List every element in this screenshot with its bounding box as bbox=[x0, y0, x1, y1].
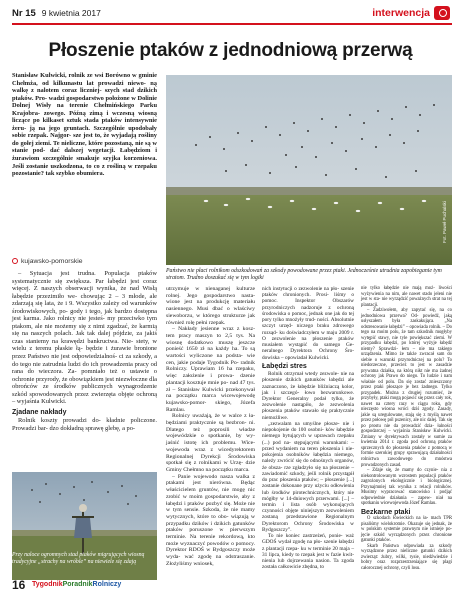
paragraph: Rolnik otrzymał wtedy zezwole- nie na płoszenie dzikich gatunków łabędzi ale zaznaczono, że łabędzie bliźniaczą kolor, jak i szczegó- łowo bezwarunkowe. Dyrektor Generalny podał tylko, że zezwolenie nastąpiło, że zezwolenia płoszenia ptaków stawało się praktycznie niemożliwe. bbox=[262, 371, 354, 421]
paragraph: To nie koniec zastrzeżeń, ponie- waż GDOŚ wydał zgodę na pło- szenie łabędzi z plantacji rzepa- ku w terminie 20 maja – 31 lipca, kiedy to rzepak jest w fazie kwit- nienia lub dojrzewania nasion. Ta zgoda została całkowicie zbędna, to bbox=[262, 533, 354, 571]
paragraph: Skarb Państwa odpowiada za szkody wyrządzone przez nieliczne gatunki dzikich zwierząt: żubry, wilki, rysie, niedźwiedzie i bobry oraz rozprzestrzeniające się plagi całorocznej ochrony, czyli losu. bbox=[361, 543, 452, 571]
header-rule bbox=[12, 23, 452, 25]
page-header bbox=[12, 6, 452, 22]
publication-name: TygodnikPoradnikRolniczy bbox=[32, 581, 122, 588]
paragraph: Rolnik koszty prowadzi do- kładnie policzone. Prowadzi bar- dzo dokładną sprawę glebę, a po- bbox=[12, 417, 157, 432]
column-1 bbox=[12, 72, 157, 178]
section-label: interwencja bbox=[372, 7, 430, 19]
column-3 bbox=[262, 286, 354, 571]
region-tag: kujawsko-pomorskie bbox=[12, 258, 157, 265]
paragraph: nie tylko łabędzie nie mają moż- liwości wyżywienia na nim, ale nawet stado jeleni nie jest w sta- nie wyrządzić poważnych strat na tej plantacji. bbox=[361, 286, 452, 308]
column-2 bbox=[166, 286, 255, 568]
bird-flock-photo-image bbox=[166, 75, 452, 265]
scarecrow-photo-caption: Przy naloce ogromnych stad ptaków migrujących wiosną tradycyjne „strachy na wróble” na niewiele się zdają bbox=[12, 552, 145, 565]
page-footer bbox=[12, 578, 452, 594]
subheading: Łabędzi stres bbox=[262, 362, 307, 370]
alarm-icon bbox=[434, 6, 450, 20]
region-dot-icon bbox=[12, 258, 18, 264]
paragraph: – Zdaje się, że mamy do czynie- nia z niekontrolowanym wzrostem populacji ptaków zagrożonych ekologicznie i biologicznej. Przynajmniej tak wynika z relacji rolników. Musimy wypracować stanowisko i podjąć odpowiednie działania – zapew- niał na spotkaniu wicewojewoda Józef Ramlau. bbox=[361, 468, 452, 507]
photo-credit: Fot. Paweł Puchalski bbox=[442, 201, 447, 243]
paragraph: Rolnicy uważają, że w walce z ła- będziami praktycznie są bezbron- ni. Dlatego też poprosili władze wojewódzkie o spotkanie, by wy- jaśnić istotę ich problemu. Wice- wojewoda wraz z wicedyrektorem Regionalnej Dyrekcji Środowiska spotkał się z rolnikami w Urzę- dzie Gminy Chełmno na początku marca. bbox=[166, 413, 255, 473]
column-4 bbox=[361, 286, 452, 571]
issue-date: 9 kwietnia 2017 bbox=[41, 8, 101, 18]
bird-flock-photo-caption: Państwo nie płaci rolnikom odszkodowań za szkody powodowane przez ptaki. Jednocześnie utrudnia zapobieganie tym stratom. Trudno doszukać się w tym logiki bbox=[166, 268, 442, 281]
bird-flock-photo bbox=[166, 75, 452, 265]
subheading: Bezkarne ptaki bbox=[361, 508, 411, 516]
paragraph: – Panie wojewodo nasza walka z ptakami jest nierówna. Będąc właścicielem gruntów, nie mogę nic zrobić w moim gospodarstwie, aby z łabędzi i ptaków pozbyć się. Może nie w tym sensie. Szkoda, że nie mamy wytycznych, które to obo- wiązują w przypadku dzików i dzikich gatunków ptaków poruszone w pierwszym terminie. Na terenie rekordową, kto może wyznaczyć powodów o pomocy. Dyrektor RDOŚ w Bydgoszczy może wyda- wać zgodę na odstraszanie. Złożyliśmy wniosek, bbox=[166, 473, 255, 567]
issue-info bbox=[12, 8, 101, 19]
paragraph: nich instytucji o zezwolenie na pło- szenie ptaków chronionych. Prosi- liśmy o pomoc. Inspektor Obszarów przyrodniczych nadzoruje z ochroną środowiska o pomoc, jednak one jak do tej pory tylko mnożyły trud- ności. Absolutnie szczyt urzęd- niczego braku zdrowego rozsąd- ku doświadczyłem w maju 2009 r. O zezwolenie na płoszenie ptaków musiałem wystąpić do samego Ge- neralnego Dyrektora Ochrony Śro- dowiska – opowiadał Kulwicki. bbox=[262, 286, 354, 361]
paragraph: – Nakłady jesienne wraz z kosz- tem pracy maszyn to 2,5 tys. Na wiosnę dodatkowo muszę jeszcze ponieść 1650 zł na każdy ha. To są wartości wyliczone na podsta- wie cen, jakie podaje Tygodnik Po- radnik Rolniczy. Uprawiam 16 ha rzepaku, więc założenie i prowa- dzenie plantacji kosztuje mnie po- nad 47 tys. zł – Stanisław Kulwicki przekonywał na początku marca wicewojewodę kujawsko-pomor- skiego, Józefa Ramlau. bbox=[166, 326, 255, 413]
page-number: 16 bbox=[12, 578, 26, 592]
paragraph: – Żadziwołem, aby zapytać się, na co jednodniowa przerwa? Od- powiedź, jaką usłyszałem była zaskakująca. „Na odstresowanie łabędzi” – opowiada rolnik. – Do tego na moim polu, że tam szkodnik mogłyby wytępić stawy, nie tyle powiększać ziemi. W przypadku łabędzi, po której wyżyje łabędź niemy? Sprawdzi- łem – nie ma takiego urządzenia. Mimo że także zwracał sam do siebie o warunki przyrodniczej na polu? To niedorzeczne, przecież to jest w zasadzie prywatna działka, na którą nikt nie ma żadnej ochrony jak Prawo do niego. To ludzie i nam właśnie od polu. Da się zostać znieszczony przez ptaki płoszące je bez żadnego. Tylko przypadek. Można z drugiej rozumieć, że przybyły, ptaki mogą pojawić się przez cały rok, nawet na cztery razy w ciągu roku, gdy nieczęsto wiosna wróci dziś zgody. Zasady, jakie są uregulowane, stają się z myślą nawet przez połowę pól pszenicy, ale nic dalej. Tak się po prostu nie da prowadzić dzia- łalności gospodarczej – wyjaśnia Stanisław Kulwicki. Zmiany w dyrektywach zostały w sumie za kwietnia 2014 r. zgoda pod ochroną ptaków sprzecznych do płoszenia ptaków z pomocą w formie szerokiej grupy sprawującą działalności rolnictwa zawodowego do mnóstwa prowadzonych zasad. bbox=[361, 308, 452, 468]
paragraph: „zezwalam na umyślne płosze- nie i niepokojenie do 100 osobni- ków łabędzie niemego bytujących w uprawach rzepaku (...) pod na- stępującymi warunkami: – przed wydaniem na teren płoszenia i nie- pokojenia osobników łabędzia niemego, należy zwrócić się do odnośnych organów, że obsza- rze zgładzyło się na płoszenie – zawiadomić szkody, jeśli rolnik przystąpił do prac płoszenia ptaków; – płoszenie [...] zostanie dokonane przy użyciu odłowienia lub środków pirotechnicznych, który nie mógłby w 14-dniowych przerwami. [...] – termin i lista osób wykonujących czynności objęte niniejszym zezwoleniem zostaną przedstawione Regionalnym Dyrektorom Ochrony Środowiska w Bydgoszczy”. bbox=[262, 420, 354, 533]
paragraph: – Sytuacja jest trudna. Populacja ptaków systematycznie się zwiększa. Par łabędzi jest coraz więcej. Z naszych obserwacji wynika, że nad Wisłą łabędzie przezimiło we- chowując 2 – 3 młode, ale zdarzają się lata, że i 9. Wszystko zależy od warunków środowiskowych, po- gody i tego, jak bardzo dostępna jest karma. Jako rolnicy nie jesteś- my przeciwko tym ptakom, ale nie możemy się z nimi zgadzać, że karmią się na naszych polach. Jak tak dalej pójdzie, za jakiś czas staniemy na krawędzi bankructwa. Nie- stety, w wielu z terenu płaskie łą- będzie i żurawie bronione przez Państwo nie jest odpowiedzialnoś- ci za szkody, a do tego nie zatrudnia ludzi do ich prowadzenia pracy od rana do wieczora. Za- pomniało też o ustawie o ochronie przyrody, że obowiązkiem jest niezwłoczne dla obrońców ze środków publicznych wynagrodzenie szkód spowodowanych przez zwierzęta objęte ochroną – wyjaśnia Kulwicki. bbox=[12, 270, 157, 406]
article-title: Płoszenie ptaków z jednodniową przerwą bbox=[48, 40, 413, 61]
column-1-body bbox=[12, 270, 157, 432]
issue-number: Nr 15 bbox=[12, 8, 36, 19]
paragraph: O szkodach łowieckich na ła- mach TPR pisaliśmy wielokrotnie. Okazuje się jednak, że w polskim systemie prawnym nie istnieje po- jęcie szkód wyrządzonych przez chronione gatunki ptaków. bbox=[361, 516, 452, 544]
article-lead: Stanisław Kulwicki, rolnik ze wsi Borówno w gminie Chełmża, od kilkunastu lat prowadzi niewo- ną walkę z nalotem coraz liczniej- szych stad dzikich ptaków. Pro- wadzi gospodarstwo położone w Dolinie Dolnej Wisły na terenie Chełmińskiego Parku Krajobra- zowego. Późną zimą i wczesną wiosną liczące po kilkaset sztuk stada ptaków intensywnie żeru- ją na jego gruntach. Szczególnie upodobały sobie rzepak. Najgor- sze jest to, że wyjadają rośliny do gołej ziemi. Te nieliczne, które pozostaną, nie są w stanie pod- dać dalszej wegetacji. Łabędziom i żurawiom szczególnie smakuje szyjka korzeniowa. Jeśli zostanie uszkodzona, to co z rośliną w rzepaku pozostanie? tak szybko obumiera. bbox=[12, 72, 157, 178]
paragraph: utrzymuje w nienaganej kulturze rolnej. Jego gospodarstwo nasta- wione jest na produkcję materiału nasiennego. Musi dbać o wlaściwy siewoborzu, w którego strukturze jak również rolę pełni rzepak. bbox=[166, 286, 255, 326]
subheading: Zjadane nakłady bbox=[12, 408, 67, 416]
